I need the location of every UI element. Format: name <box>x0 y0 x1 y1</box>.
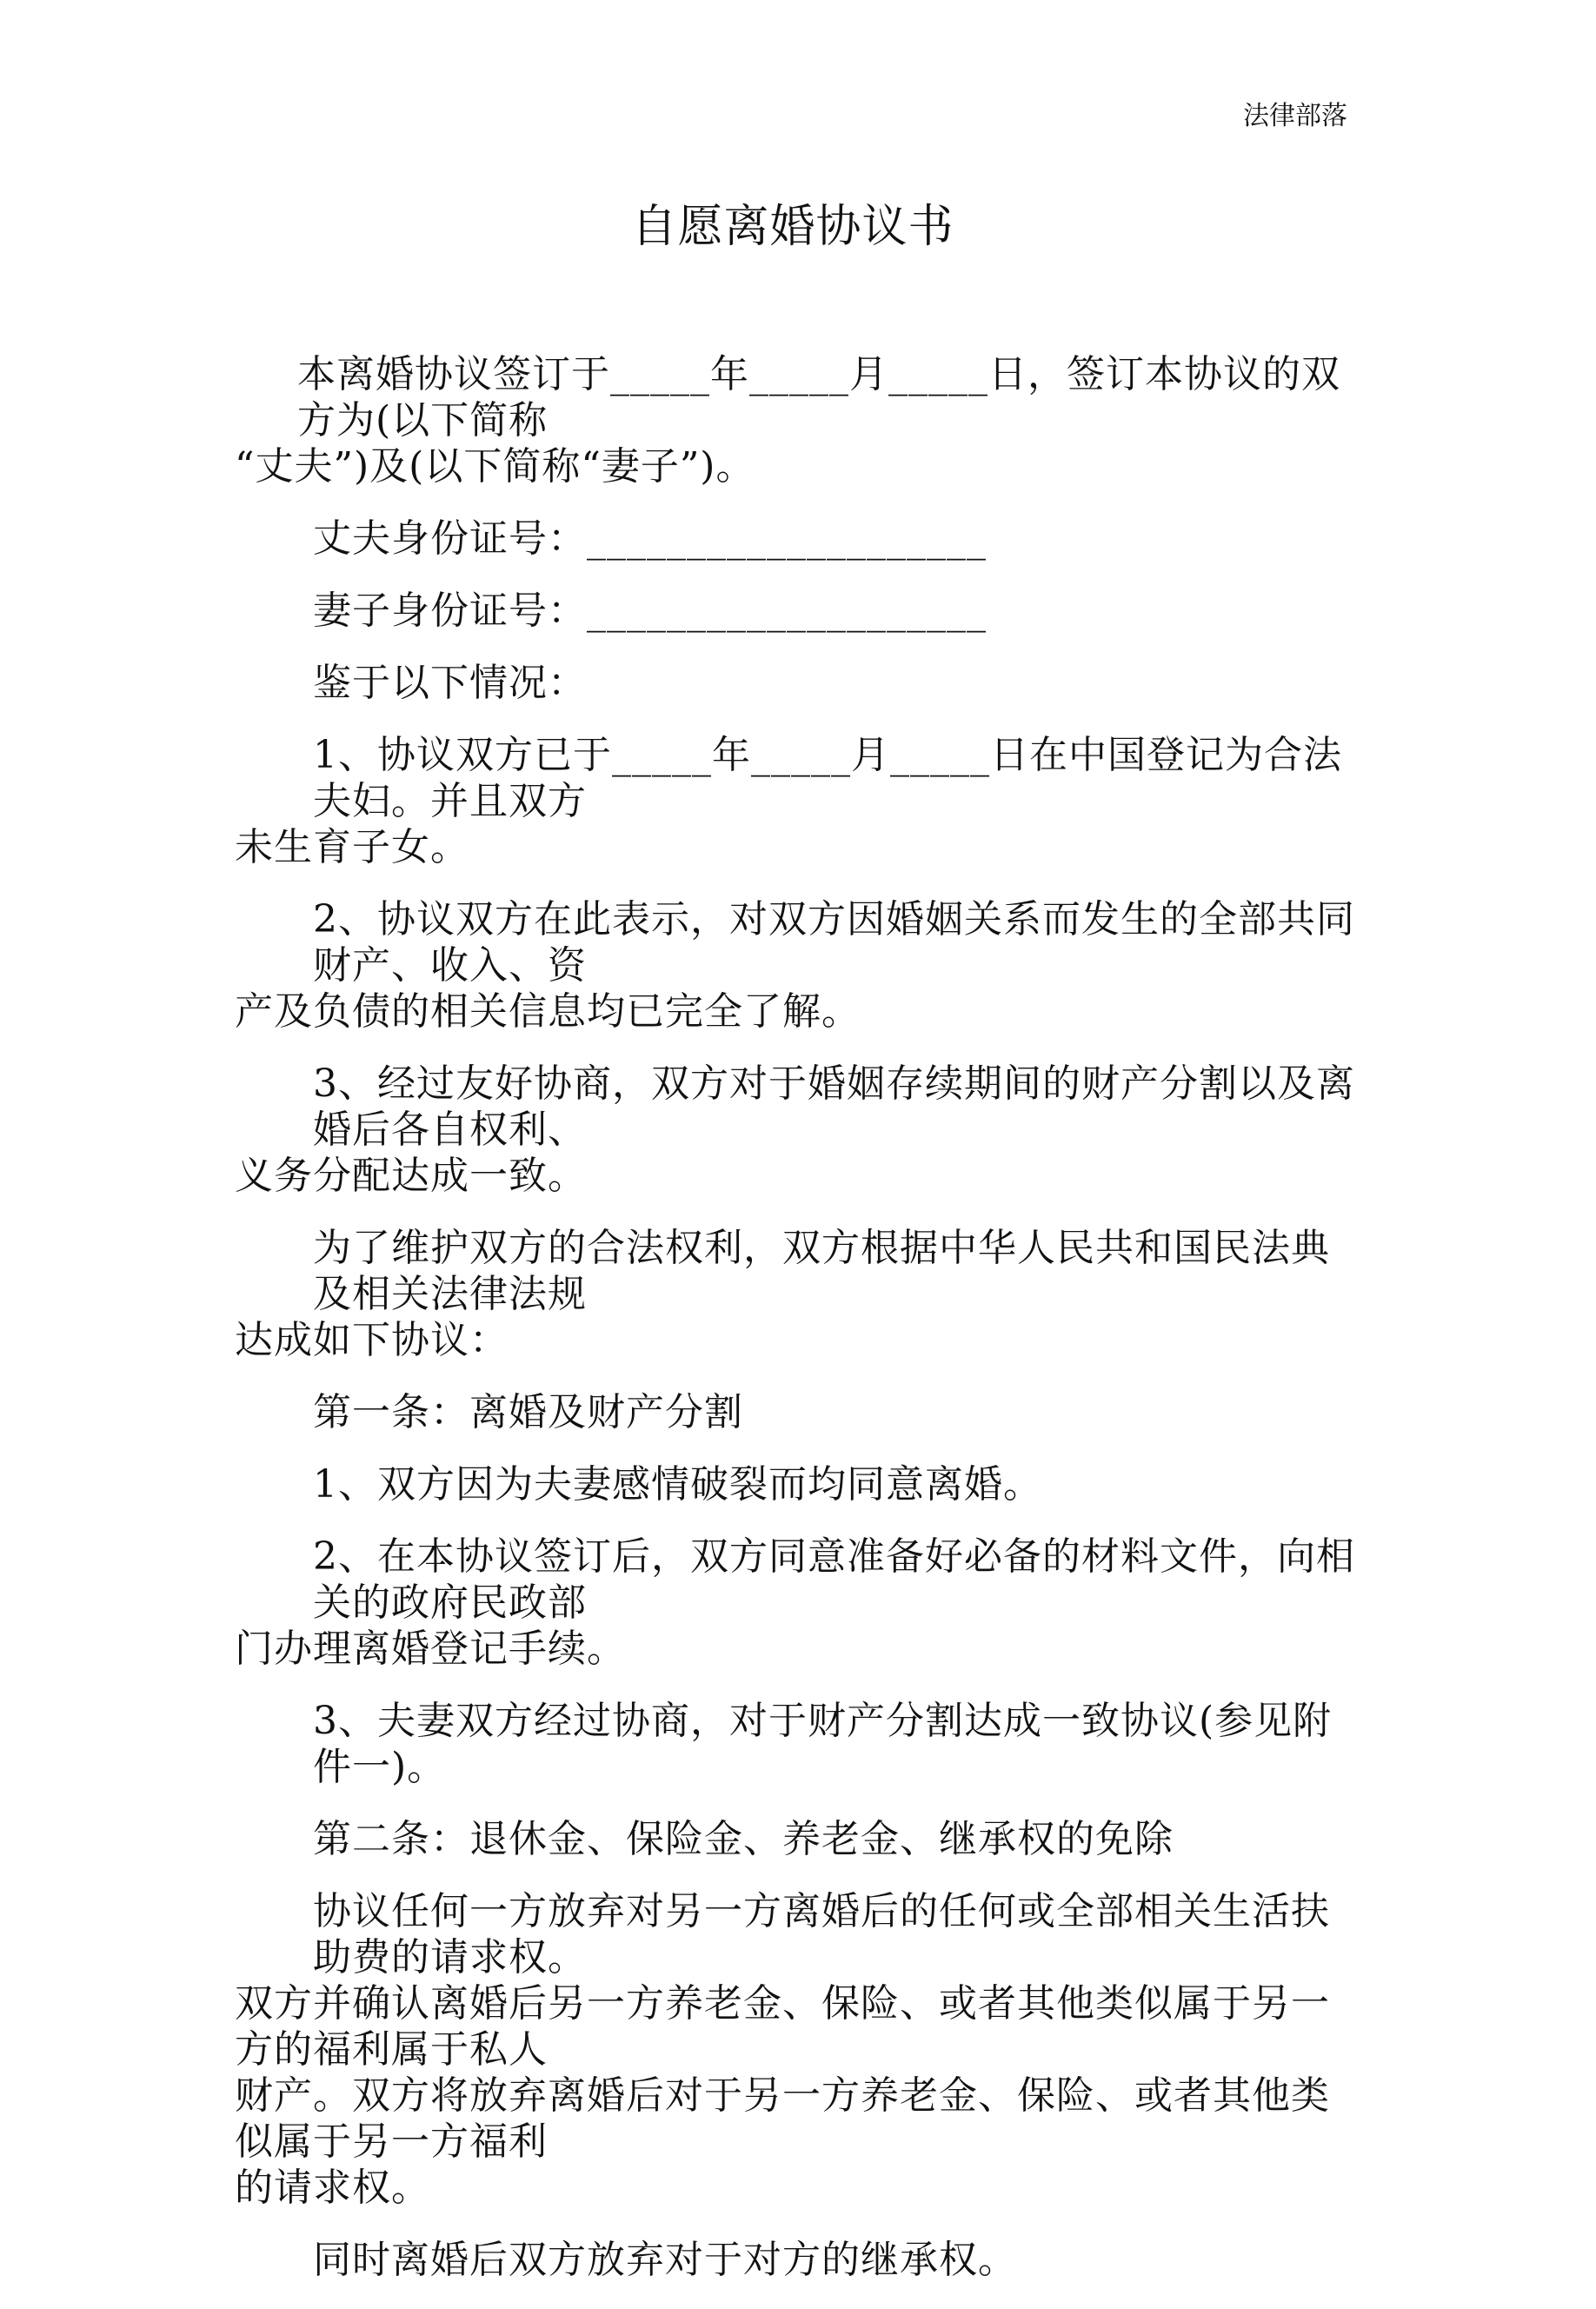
document-source-label: 法律部落 <box>1243 101 1347 131</box>
paragraph-line: 为了维护双方的合法权利，双方根据中华人民共和国民法典及相关法律法规 <box>313 1226 1330 1316</box>
paragraph-line: 门办理离婚登记手续。 <box>235 1627 626 1671</box>
paragraph-line: 产及负债的相关信息均已完全了解。 <box>235 989 861 1034</box>
paragraph <box>235 1698 1356 1790</box>
paragraph-line: 3、经过友好协商，双方对于婚姻存续期间的财产分割以及离婚后各自权利、 <box>313 1061 1355 1152</box>
paragraph <box>235 1225 1356 1363</box>
paragraph <box>235 588 1356 634</box>
paragraph <box>235 1461 1356 1507</box>
paragraph <box>235 1389 1356 1435</box>
paragraph-line: 丈夫身份证号：____________________ <box>313 516 987 561</box>
paragraph <box>235 1816 1356 1862</box>
paragraph <box>235 2237 1356 2283</box>
paragraph-line: 达成如下协议： <box>235 1318 509 1362</box>
paragraph-line: 本离婚协议签订于_____年_____月_____日，签订本协议的双方为(以下简称 <box>297 352 1340 443</box>
paragraph-line: 义务分配达成一致。 <box>235 1154 587 1198</box>
paragraph-line: 2、协议双方在此表示，对双方因婚姻关系而发生的全部共同财产、收入、资 <box>313 897 1355 988</box>
paragraph <box>235 351 1356 489</box>
document-body <box>235 351 1356 2309</box>
paragraph-line: 妻子身份证号：____________________ <box>313 589 987 633</box>
paragraph-line: 的请求权。 <box>235 2166 430 2210</box>
paragraph-line: 3、夫妻双方经过协商，对于财产分割达成一致协议(参见附件一)。 <box>313 1699 1333 1789</box>
paragraph-line: 1、双方因为夫妻感情破裂而均同意离婚。 <box>313 1462 1042 1507</box>
paragraph-line: 第二条：退休金、保险金、养老金、继承权的免除 <box>313 1817 1174 1861</box>
paragraph <box>235 660 1356 706</box>
paragraph-line: 未生育子女。 <box>235 825 469 869</box>
paragraph-line: 鉴于以下情况： <box>313 661 587 705</box>
paragraph-line: 2、在本协议签订后，双方同意准备好必备的材料文件，向相关的政府民政部 <box>313 1534 1355 1625</box>
paragraph-line: 同时离婚后双方放弃对于对方的继承权。 <box>313 2238 1017 2282</box>
document-title: 自愿离婚协议书 <box>631 201 954 253</box>
paragraph <box>235 896 1356 1035</box>
paragraph <box>235 1534 1356 1672</box>
paragraph-line: 第一条：离婚及财产分割 <box>313 1390 743 1434</box>
paragraph-line: 财产。双方将放弃离婚后对于另一方养老金、保险、或者其他类似属于另一方福利 <box>235 2073 1330 2164</box>
paragraph <box>235 732 1356 870</box>
paragraph <box>235 1061 1356 1199</box>
paragraph-line: 1、协议双方已于_____年_____月_____日在中国登记为合法夫妇。并且双方 <box>313 733 1342 823</box>
paragraph-line: 协议任何一方放弃对另一方离婚后的任何或全部相关生活扶助费的请求权。 <box>313 1889 1330 1980</box>
paragraph-line: “丈夫”)及(以下简称“妻子”)。 <box>235 444 755 489</box>
paragraph <box>235 516 1356 562</box>
paragraph-line: 双方并确认离婚后另一方养老金、保险、或者其他类似属于另一方的福利属于私人 <box>235 1981 1330 2072</box>
paragraph <box>235 1888 1356 2211</box>
